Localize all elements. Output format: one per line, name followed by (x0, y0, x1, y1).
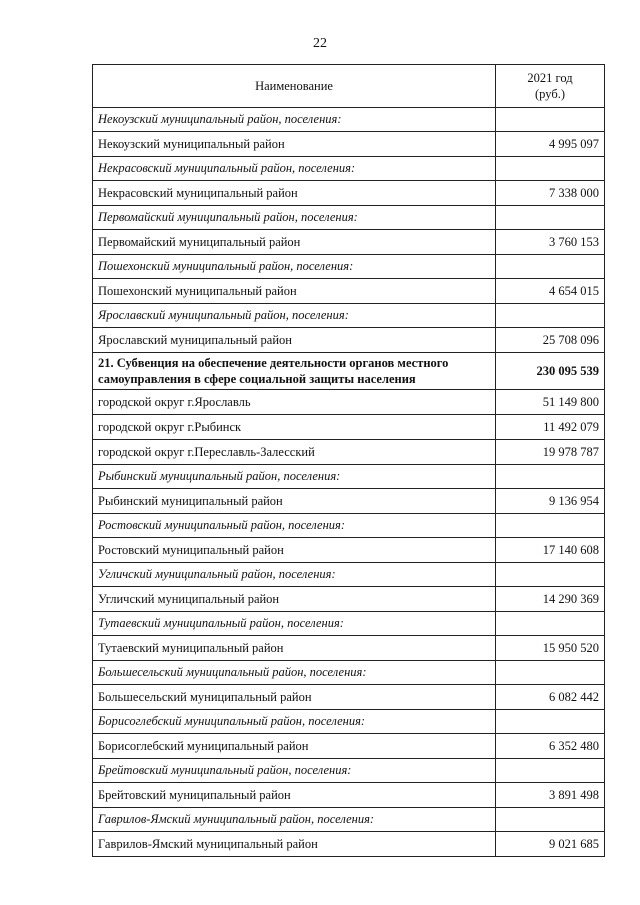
row-name: Большесельский муниципальный район (93, 685, 496, 710)
group-row (93, 563, 605, 587)
row-name: Пошехонский муниципальный район, поселения: (93, 255, 496, 279)
row-name: Рыбинский муниципальный район, поселения: (93, 465, 496, 489)
row-value (496, 563, 605, 587)
table-row (93, 538, 605, 563)
row-name: городской округ г.Рыбинск (93, 415, 496, 440)
table-row (93, 390, 605, 415)
row-value: 9 136 954 (496, 489, 605, 514)
row-name: Гаврилов-Ямский муниципальный район, поселения: (93, 808, 496, 832)
group-row (93, 206, 605, 230)
header-value-unit: (руб.) (535, 87, 565, 101)
table-row (93, 489, 605, 514)
table-row (93, 636, 605, 661)
row-name: Брейтовский муниципальный район (93, 783, 496, 808)
row-value (496, 612, 605, 636)
row-name: Ростовский муниципальный район, поселения: (93, 514, 496, 538)
row-name: Пошехонский муниципальный район (93, 279, 496, 304)
row-name: Ярославский муниципальный район, поселения: (93, 304, 496, 328)
row-value: 17 140 608 (496, 538, 605, 563)
row-value (496, 206, 605, 230)
budget-table (92, 64, 605, 857)
table-row (93, 832, 605, 857)
row-value: 4 995 097 (496, 132, 605, 157)
page-number: 22 (313, 36, 327, 51)
row-name: городской округ г.Ярославль (93, 390, 496, 415)
group-row (93, 465, 605, 489)
group-row (93, 514, 605, 538)
row-name: Угличский муниципальный район (93, 587, 496, 612)
row-name: Некоузский муниципальный район, поселения: (93, 108, 496, 132)
table-row (93, 279, 605, 304)
row-name: Борисоглебский муниципальный район, поселения: (93, 710, 496, 734)
table-row (93, 230, 605, 255)
row-name: Некрасовский муниципальный район, поселения: (93, 157, 496, 181)
row-name: городской округ г.Переславль-Залесский (93, 440, 496, 465)
row-name: 21. Субвенция на обеспечение деятельности органов местного самоуправления в сфере социальной защиты населения (93, 353, 496, 390)
row-value: 6 082 442 (496, 685, 605, 710)
group-row (93, 759, 605, 783)
row-value (496, 255, 605, 279)
row-value: 25 708 096 (496, 328, 605, 353)
row-name: Тутаевский муниципальный район, поселения: (93, 612, 496, 636)
header-value-year: 2021 год (527, 71, 573, 85)
table-row (93, 328, 605, 353)
row-name: Угличский муниципальный район, поселения: (93, 563, 496, 587)
row-value: 3 760 153 (496, 230, 605, 255)
table-row (93, 587, 605, 612)
table-row (93, 132, 605, 157)
row-name: Ростовский муниципальный район (93, 538, 496, 563)
row-value: 9 021 685 (496, 832, 605, 857)
row-value: 6 352 480 (496, 734, 605, 759)
row-value (496, 514, 605, 538)
row-value: 7 338 000 (496, 181, 605, 206)
row-name: Большесельский муниципальный район, поселения: (93, 661, 496, 685)
table-body (93, 108, 605, 857)
row-value: 15 950 520 (496, 636, 605, 661)
row-name: Гаврилов-Ямский муниципальный район (93, 832, 496, 857)
row-value (496, 157, 605, 181)
row-value: 4 654 015 (496, 279, 605, 304)
row-name: Некрасовский муниципальный район (93, 181, 496, 206)
table-row (93, 440, 605, 465)
row-name: Первомайский муниципальный район, поселения: (93, 206, 496, 230)
table-row (93, 181, 605, 206)
table-row (93, 415, 605, 440)
row-name: Брейтовский муниципальный район, поселения: (93, 759, 496, 783)
group-row (93, 612, 605, 636)
group-row (93, 255, 605, 279)
row-value (496, 465, 605, 489)
row-name: Первомайский муниципальный район (93, 230, 496, 255)
group-row (93, 661, 605, 685)
row-value (496, 759, 605, 783)
group-row (93, 304, 605, 328)
row-value (496, 304, 605, 328)
row-name: Ярославский муниципальный район (93, 328, 496, 353)
row-name: Рыбинский муниципальный район (93, 489, 496, 514)
group-row (93, 108, 605, 132)
row-value: 19 978 787 (496, 440, 605, 465)
row-value (496, 661, 605, 685)
group-row (93, 808, 605, 832)
row-value: 14 290 369 (496, 587, 605, 612)
section-row (93, 353, 605, 390)
table-row (93, 734, 605, 759)
table-row (93, 783, 605, 808)
row-value: 11 492 079 (496, 415, 605, 440)
row-value: 51 149 800 (496, 390, 605, 415)
row-value: 3 891 498 (496, 783, 605, 808)
row-value (496, 710, 605, 734)
row-value: 230 095 539 (496, 353, 605, 390)
table-row (93, 685, 605, 710)
group-row (93, 710, 605, 734)
row-name: Тутаевский муниципальный район (93, 636, 496, 661)
row-value (496, 808, 605, 832)
row-name: Некоузский муниципальный район (93, 132, 496, 157)
table-header-row (93, 65, 605, 108)
header-name: Наименование (93, 65, 496, 108)
header-value (496, 65, 605, 108)
row-value (496, 108, 605, 132)
row-name: Борисоглебский муниципальный район (93, 734, 496, 759)
group-row (93, 157, 605, 181)
